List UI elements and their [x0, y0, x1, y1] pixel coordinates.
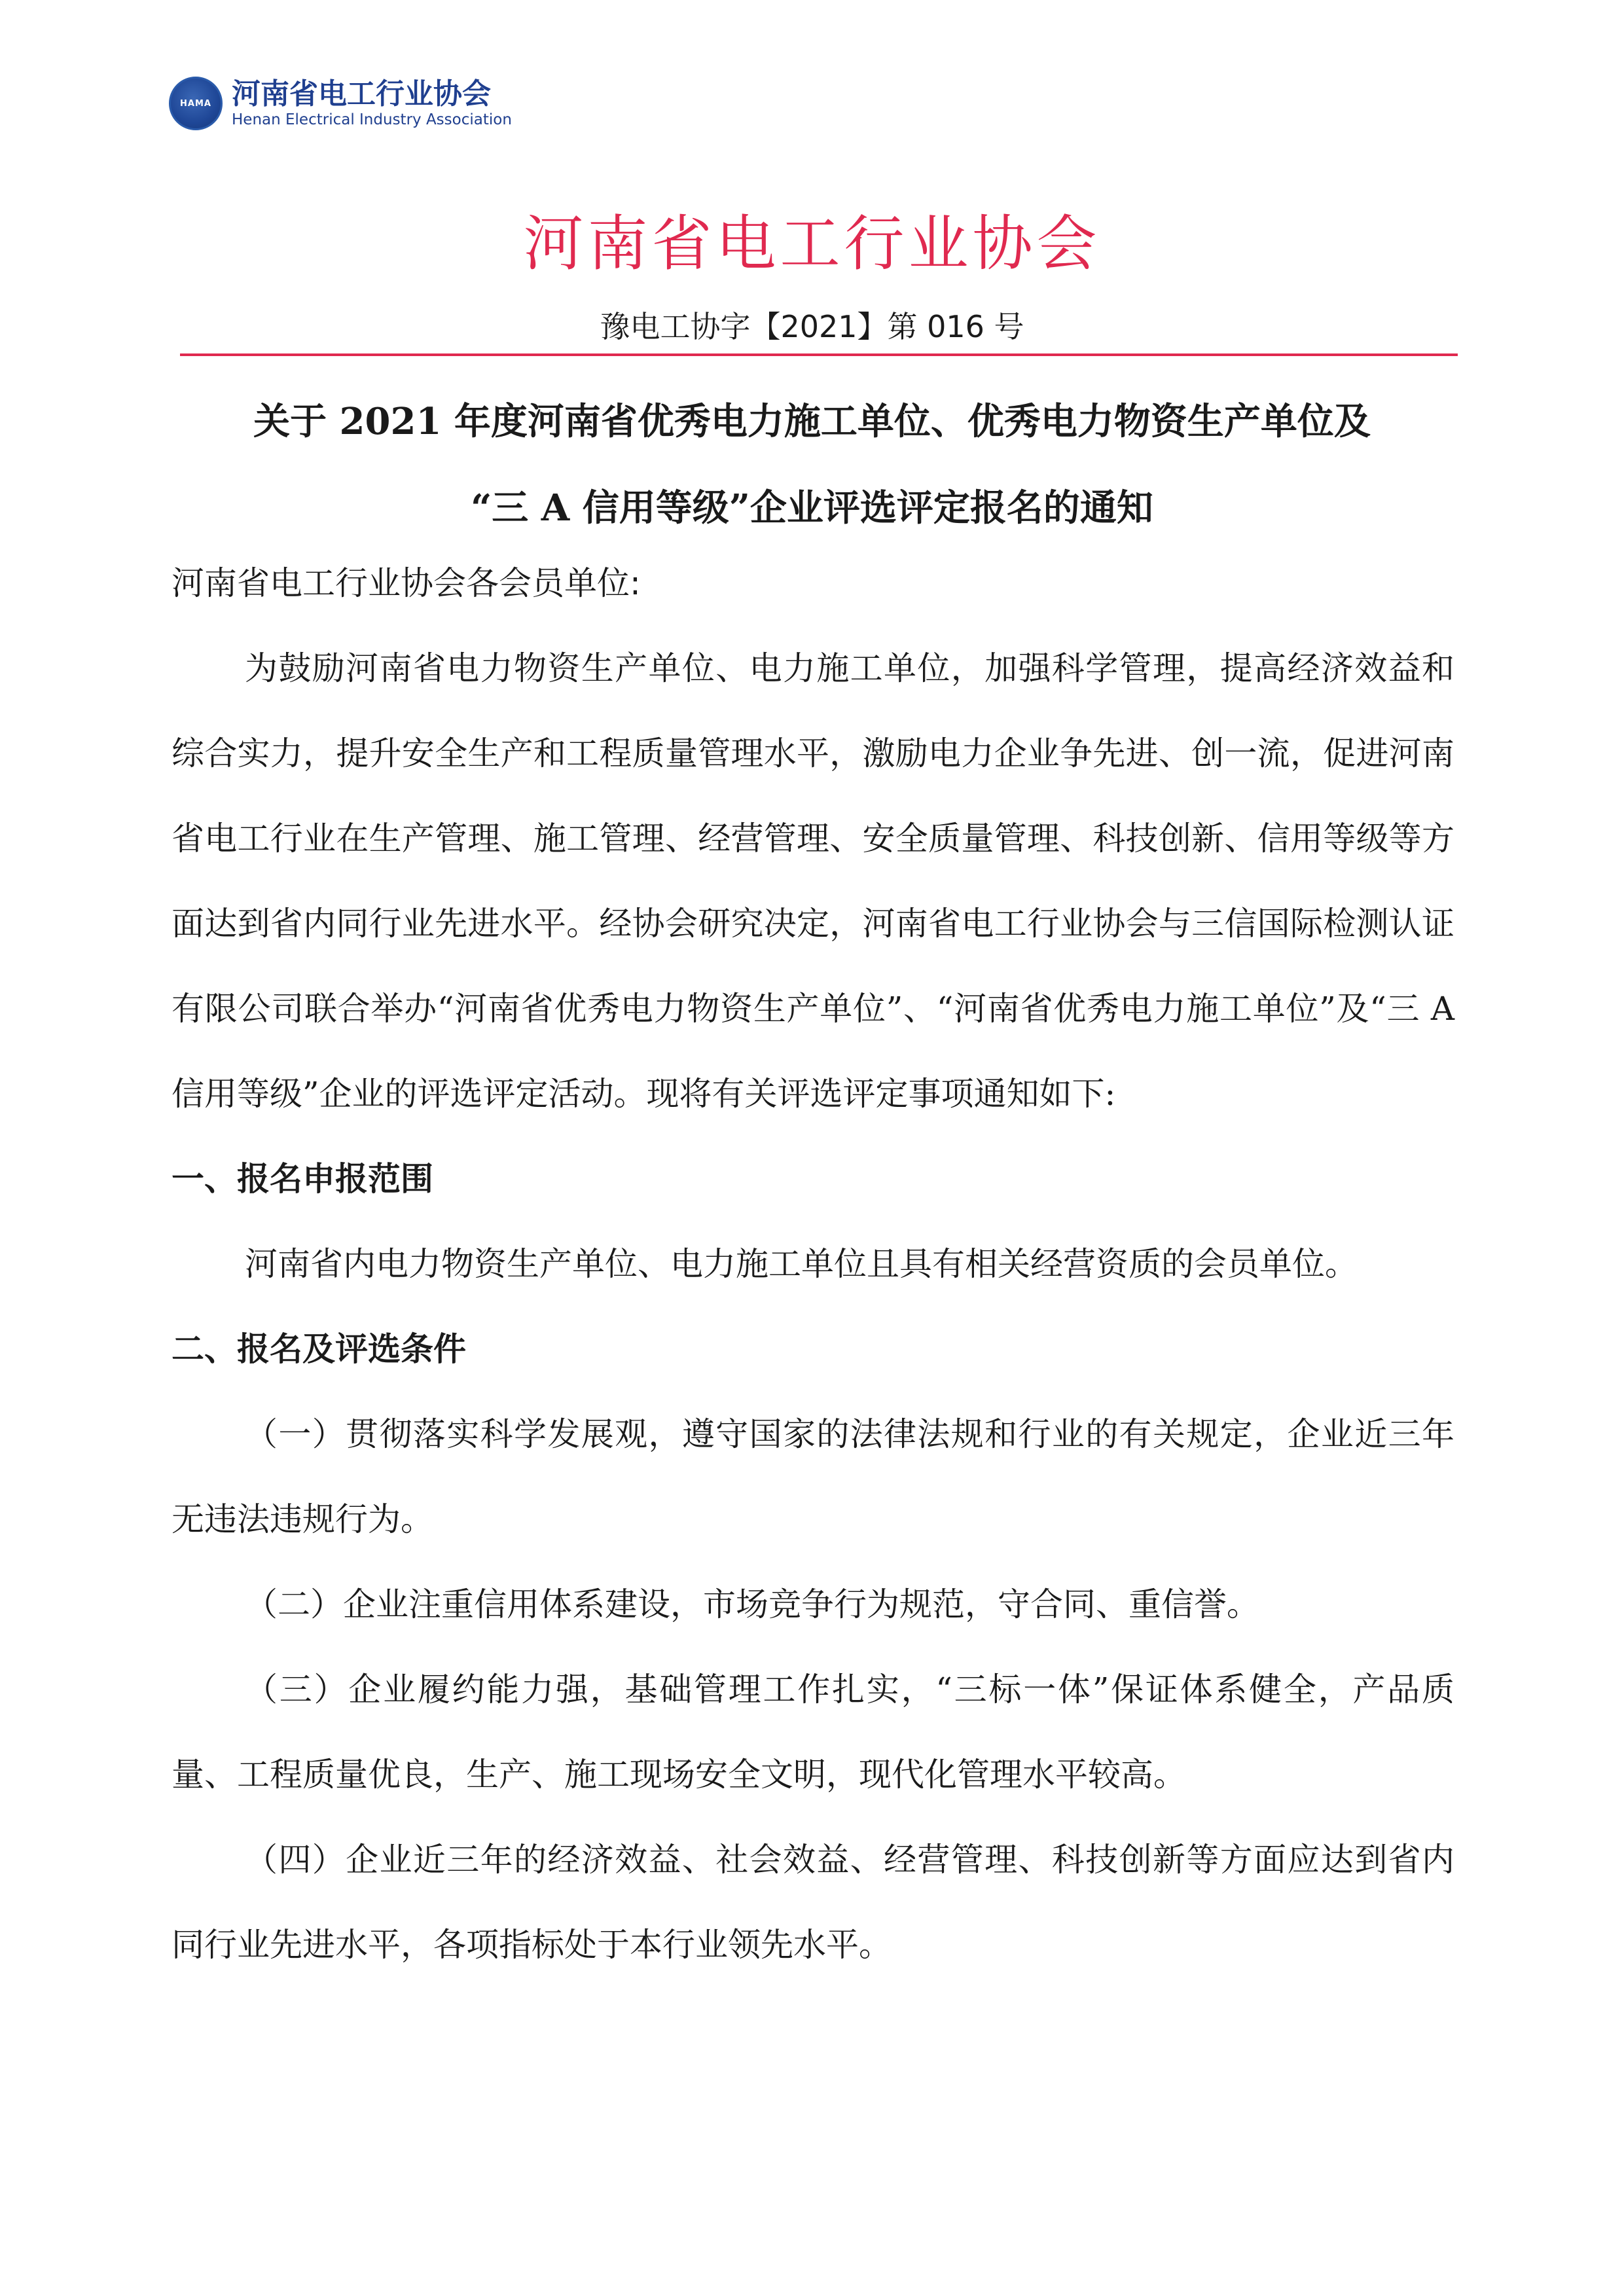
- section-2-heading: 二、报名及评选条件: [171, 1330, 466, 1368]
- condition-4: （四）企业近三年的经济效益、社会效益、经营管理、科技创新等方面应达到省内同行业先进水平，各项指标处于本行业领先水平。: [171, 1841, 1454, 1964]
- section-1-paragraph: 河南省内电力物资生产单位、电力施工单位且具有相关经营资质的会员单位。: [245, 1245, 1358, 1283]
- letterhead-divider: [180, 353, 1458, 356]
- condition-3: （三）企业履约能力强，基础管理工作扎实，“三标一体”保证体系健全，产品质量、工程质量优良，生产、施工现场安全文明，现代化管理水平较高。: [171, 1671, 1454, 1794]
- logo-name-cn: 河南省电工行业协会: [232, 77, 491, 111]
- logo-text: [232, 78, 512, 129]
- letterhead-title: 河南省电工行业协会: [523, 209, 1101, 279]
- notice-title: [162, 378, 1462, 551]
- salutation: 河南省电工行业协会各会员单位:: [171, 564, 641, 602]
- condition-1: （一）贯彻落实科学发展观，遵守国家的法律法规和行业的有关规定，企业近三年无违法违规行为。: [171, 1415, 1454, 1538]
- document-number: 豫电工协字【2021】第 016 号: [600, 309, 1024, 344]
- logo-name-en: Henan Electrical Industry Association: [232, 111, 512, 128]
- association-logo: [169, 71, 512, 136]
- intro-paragraph: 为鼓励河南省电力物资生产单位、电力施工单位，加强科学管理，提高经济效益和综合实力，提升安全生产和工程质量管理水平，激励电力企业争先进、创一流，促进河南省电工行业在生产管理、施工管理、经营管理、安全质量管理、科技创新、信用等级等方面达到省内同行业先进水平。经协会研究决定，河南省电工行业协会与三信国际检测认证有限公司联合举办“河南省优秀电力物资生产单位”、“河南省优秀电力施工单位”及“三 A 信用等级”企业的评选评定活动。现将有关评选评定事项通知如下:: [171, 649, 1454, 1113]
- section-1-heading: 一、报名申报范围: [171, 1160, 433, 1198]
- condition-2: （二）企业注重信用体系建设，市场竞争行为规范，守合同、重信誉。: [245, 1585, 1259, 1623]
- emblem-text: HAMA: [180, 98, 211, 109]
- document-body: [171, 541, 1454, 1987]
- notice-title-line-2: “三 A 信用等级”企业评选评定报名的通知: [471, 486, 1153, 530]
- association-emblem-icon: [169, 77, 223, 130]
- notice-title-line-1: 关于 2021 年度河南省优秀电力施工单位、优秀电力物资生产单位及: [253, 400, 1371, 443]
